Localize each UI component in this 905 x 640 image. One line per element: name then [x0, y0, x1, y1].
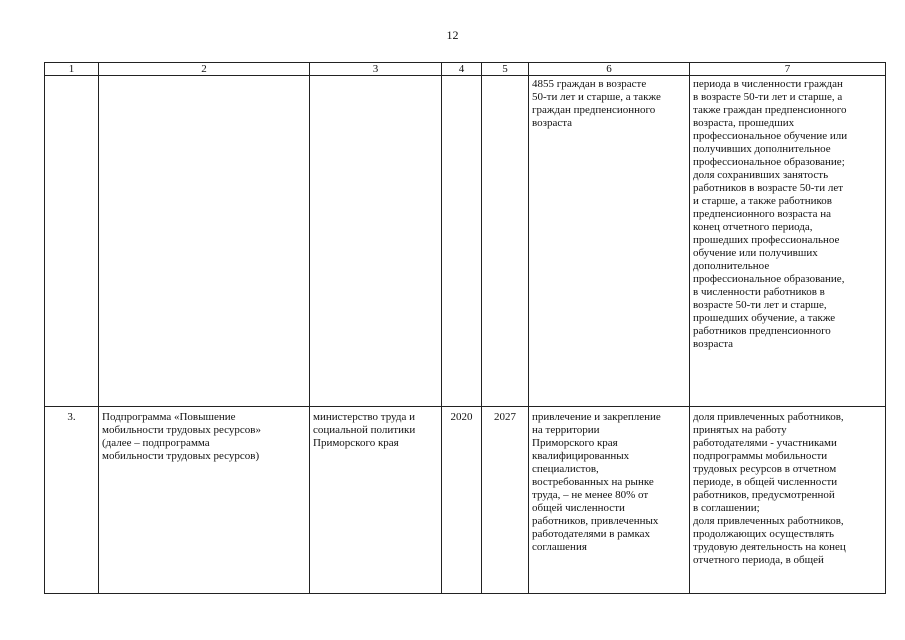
executor-cell: министерство труда и социальной политики Приморского края [310, 407, 442, 594]
start-year-cell: 2020 [442, 407, 482, 594]
column-header: 6 [529, 63, 690, 76]
column-header: 3 [310, 63, 442, 76]
column-header: 1 [45, 63, 99, 76]
expected-result-cell: 4855 граждан в возрасте 50-ти лет и старше, а также граждан предпенсионного возраста [529, 76, 690, 407]
end-year-cell [482, 76, 529, 407]
column-header: 4 [442, 63, 482, 76]
program-name-cell [99, 76, 310, 407]
row-number-cell: 3. [45, 407, 99, 594]
row-number-cell [45, 76, 99, 407]
page-number: 12 [446, 28, 459, 42]
indicator-cell: периода в численности граждан в возрасте 50-ти лет и старше, а также граждан предпенсионного возраста, прошедших профессиональное обучение или получивших дополнительное профессиональное образование; доля сохранивших занятость работников в возрасте 50-ти лет и старше, а также работников предпенсионного возраста на конец отчетного периода, прошедших профессиональное обучение или получивших дополнительное профессиональное образование, в численности работников в возрасте 50-ти лет и старше, прошедших обучение, а также работников предпенсионного возраста [690, 76, 886, 407]
end-year-cell: 2027 [482, 407, 529, 594]
column-header: 5 [482, 63, 529, 76]
program-name-cell: Подпрограмма «Повышение мобильности трудовых ресурсов» (далее – подпрограмма мобильности трудовых ресурсов) [99, 407, 310, 594]
column-header: 7 [690, 63, 886, 76]
expected-result-cell: привлечение и закрепление на территории Приморского края квалифицированных специалистов, востребованных на рынке труда, – не менее 80% от общей численности работников, привлеченных работодателями в рамках соглашения [529, 407, 690, 594]
table-row [45, 407, 886, 594]
table-header-row [45, 63, 886, 76]
indicator-cell: доля привлеченных работников, принятых на работу работодателями - участниками подпрограммы мобильности трудовых ресурсов в отчетном периоде, в общей численности работников, предусмотренной в соглашении; доля привлеченных работников, продолжающих осуществлять трудовую деятельность на конец отчетного периода, в общей [690, 407, 886, 594]
start-year-cell [442, 76, 482, 407]
document-table [44, 62, 886, 594]
executor-cell [310, 76, 442, 407]
table-row [45, 76, 886, 407]
column-header: 2 [99, 63, 310, 76]
